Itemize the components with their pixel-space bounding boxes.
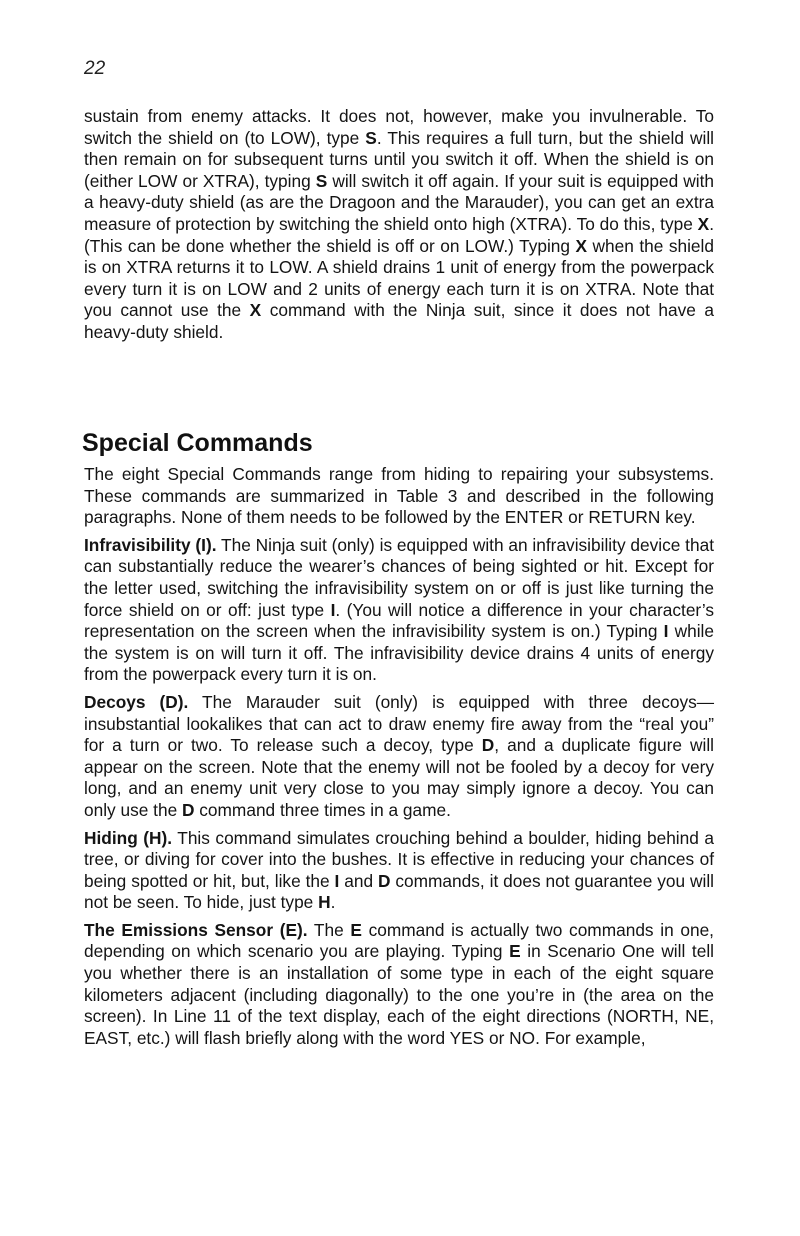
section-heading: Special Commands [82,429,313,457]
key-letter: S [315,170,328,191]
text-run: and [339,870,378,891]
term-hiding: Hiding (H). [84,827,173,848]
text-run: The [307,919,351,940]
overview-paragraph: The eight Special Commands range from hiding to repairing your subsystems. These commands are summarized in Table 3 and described in the following paragraphs. None of them needs to be followed by the ENTER or RETURN key. [84,464,714,528]
text-run: command with the Ninja suit, since it does not have a heavy-duty shield. [84,300,714,342]
text-run: . This requires a full turn, but the shield will then remain on for subsequent turns until you switch it off. When the shield is on (either LOW or XTRA), typing [84,127,714,191]
key-letter: D [481,735,495,756]
text-run: sustain from enemy attacks. It does not, however, make you invulnerable. To switch the shield on (to LOW), type [84,106,714,148]
text-run: The Marauder suit (only) is equipped with three decoys—insubstantial lookalikes that can act to draw enemy fire away from the “real you” for a turn or two. To release such a decoy, type [84,691,715,756]
key-letter: E [350,919,362,940]
key-letter: X [697,213,710,234]
key-letter: D [182,799,195,820]
text-run: while the system is on will turn it off. The infravisibility device drains 4 units of energy from the powerpack every turn it is on. [84,621,714,685]
text-run: The Ninja suit (only) is equipped with an infravisibility device that can substantially reduce the wearer’s chances of being sighted or hit. Except for the letter used, switching the infravisibility system on or off is just like turning the force shield on or off: just type [84,534,715,620]
text-run: . (This can be done whether the shield is off or on LOW.) Typing [84,213,714,256]
key-letter: I [663,621,669,642]
key-letter: E [509,941,521,962]
text-run: . (You will notice a difference in your character’s representation on the screen when the infravisibility system is on.) Typing [84,599,714,642]
term-emissions-sensor: The Emissions Sensor (E). [84,919,308,940]
key-letter: H [318,892,331,913]
text-run: , and a duplicate figure will appear on the screen. Note that the enemy will not be fooled by a decoy for very long, and an enemy unit very close to you may simply ignore a decoy. You can only use the [84,735,714,820]
text-run: This command simulates crouching behind a boulder, hiding behind a tree, or diving for cover into the bushes. It is effective in reducing your chances of being spotted or hit, but, like the [84,827,714,891]
key-letter: X [249,300,262,321]
special-commands-section [84,464,715,1055]
term-infravisibility: Infravisibility (I). [84,534,217,555]
text-run: will switch it off again. If your suit is equipped with a heavy-duty shield (as are the Dragoon and the Marauder), you can get an extra measure of protection by switching the shield onto high (XTRA). To do this, type [84,170,714,234]
key-letter: X [575,235,588,256]
hiding-paragraph [84,828,714,914]
text-run: when the shield is on XTRA returns it to LOW. A shield drains 1 unit of energy from the powerpack every turn it is on LOW and 2 units of energy each turn it is on XTRA. Note that you cannot use the [84,235,714,321]
text-run: command three times in a game. [194,799,451,820]
text-run: command is actually two commands in one, depending on which scenario you are playing. Typing [84,919,714,962]
text-run: in Scenario One will tell you whether there is an installation of some type in each of the eight square kilometers adjacent (including diagonally) to the one you’re in (the area on the screen). In Line 11 of the text display, each of the eight directions (NORTH, NE, EAST, etc.) will flash briefly along with the word YES or NO. For example, [84,941,714,1048]
infravisibility-paragraph [84,535,714,686]
key-letter: S [365,127,377,148]
text-run: . [330,892,336,913]
page-number: 22 [84,58,106,79]
decoys-paragraph [84,692,714,822]
term-decoys: Decoys (D). [84,691,189,712]
key-letter: I [334,870,340,891]
key-letter: I [330,599,336,620]
emissions-paragraph [84,920,714,1050]
text-run: commands, it does not guarantee you will not be seen. To hide, just type [84,870,714,913]
key-letter: D [378,870,391,891]
shield-paragraph [84,106,714,344]
